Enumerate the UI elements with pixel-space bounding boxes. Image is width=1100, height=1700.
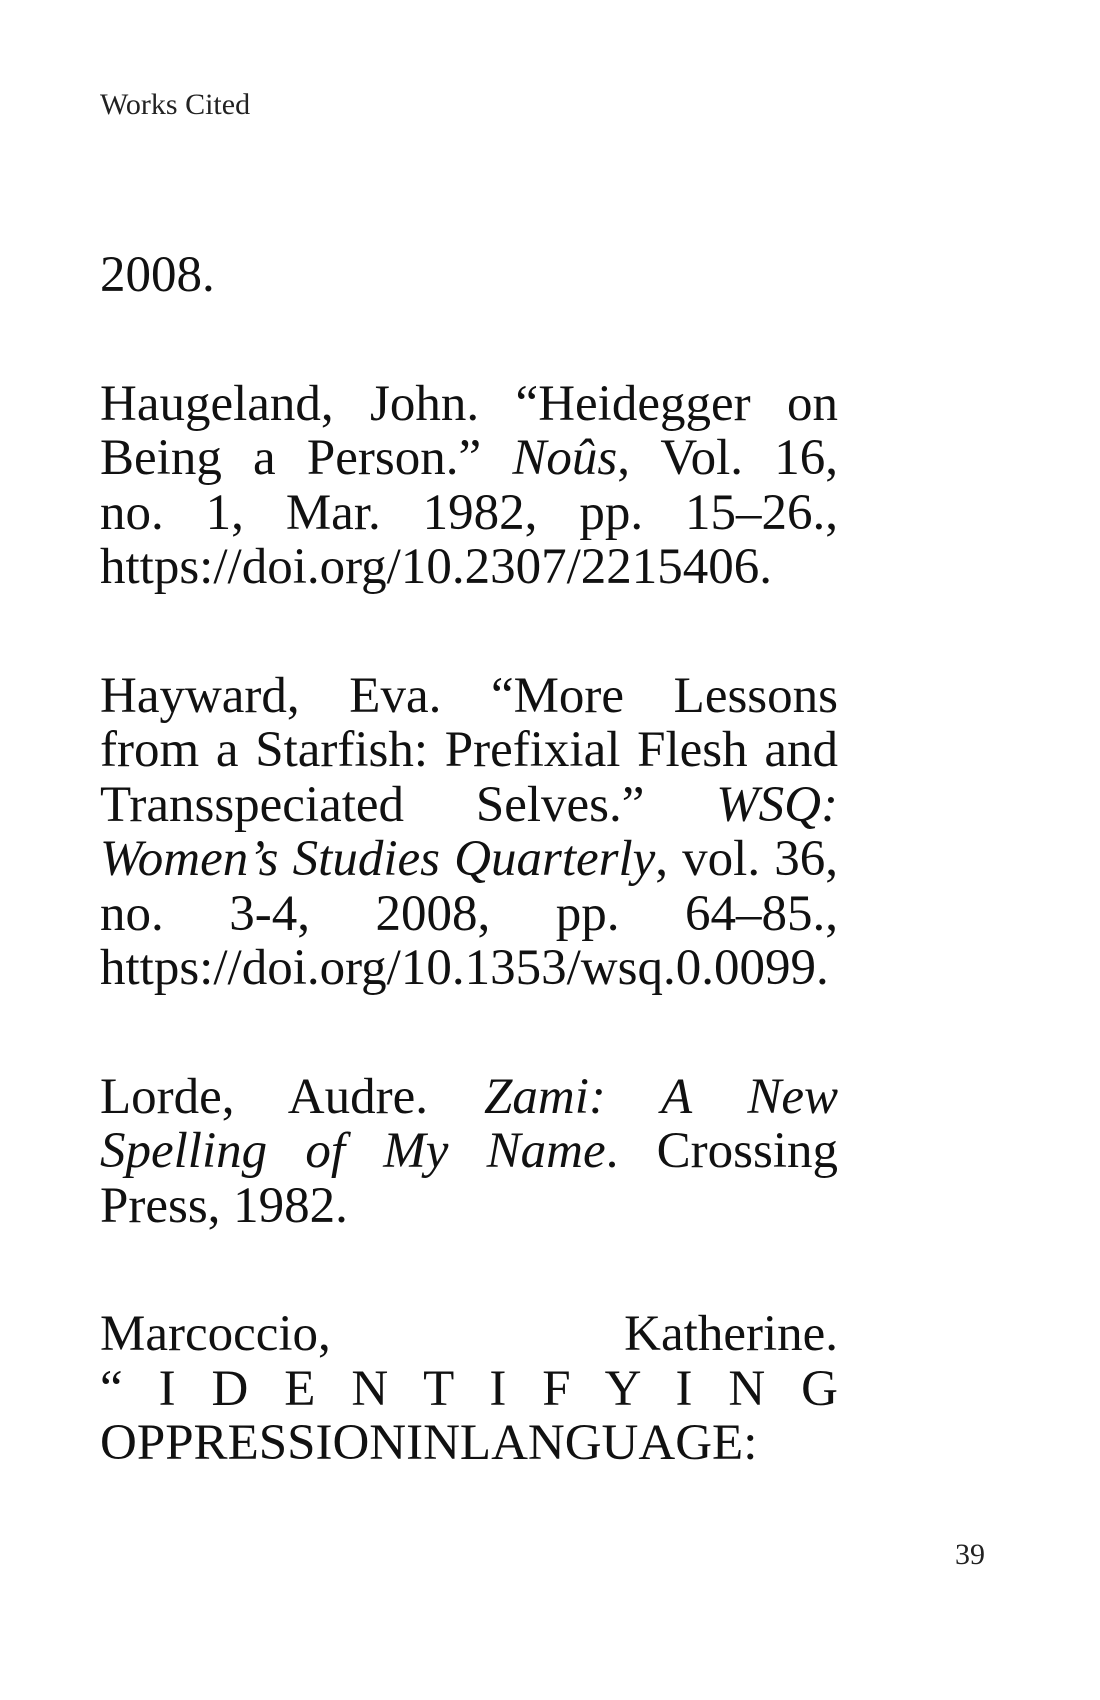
- citation-title: WSQ: Women’s Studies Quarterly: [100, 776, 838, 887]
- citation-text-after-title: , vol. 36, no. 3-4, 2008, pp. 64–85., https://doi.org/10.1353/wsq.0.0099.: [100, 831, 838, 996]
- citation-title: Zami: A New Spelling of My Name: [100, 1068, 838, 1179]
- citation-haugeland: [100, 377, 838, 595]
- citation-hayward: [100, 669, 838, 996]
- works-cited-list: [100, 248, 838, 1545]
- citation-text: 2008.: [100, 247, 215, 303]
- citation-marcoccio: [100, 1307, 838, 1471]
- page-number: 39: [955, 1538, 985, 1571]
- citation-text-after-title: , Vol. 16, no. 1, Mar. 1982, pp. 15–26., https://doi.org/10.2307/2215406.: [100, 430, 838, 595]
- citation-text-before-title: Haugeland, John. “Heidegger on Being a Person.”: [100, 375, 838, 486]
- citation-line: Marcoccio, Katherine.: [100, 1306, 838, 1362]
- citation-line: OPPRESSIONINLANGUAGE:: [100, 1415, 758, 1471]
- citation-text-after-title: . Crossing Press, 1982.: [100, 1123, 838, 1234]
- running-head: Works Cited: [100, 88, 251, 121]
- citation-lorde: [100, 1070, 838, 1234]
- citation-text-before-title: Hayward, Eva. “More Lessons from a Starfish: Prefixial Flesh and Transspeciated Selves.”: [100, 667, 838, 833]
- citation-fragment: [100, 248, 838, 303]
- citation-text-before-title: Lorde, Audre.: [100, 1068, 485, 1125]
- citation-line: “ I D E N T I F Y I N G: [100, 1360, 838, 1417]
- citation-title: Noûs: [512, 430, 618, 486]
